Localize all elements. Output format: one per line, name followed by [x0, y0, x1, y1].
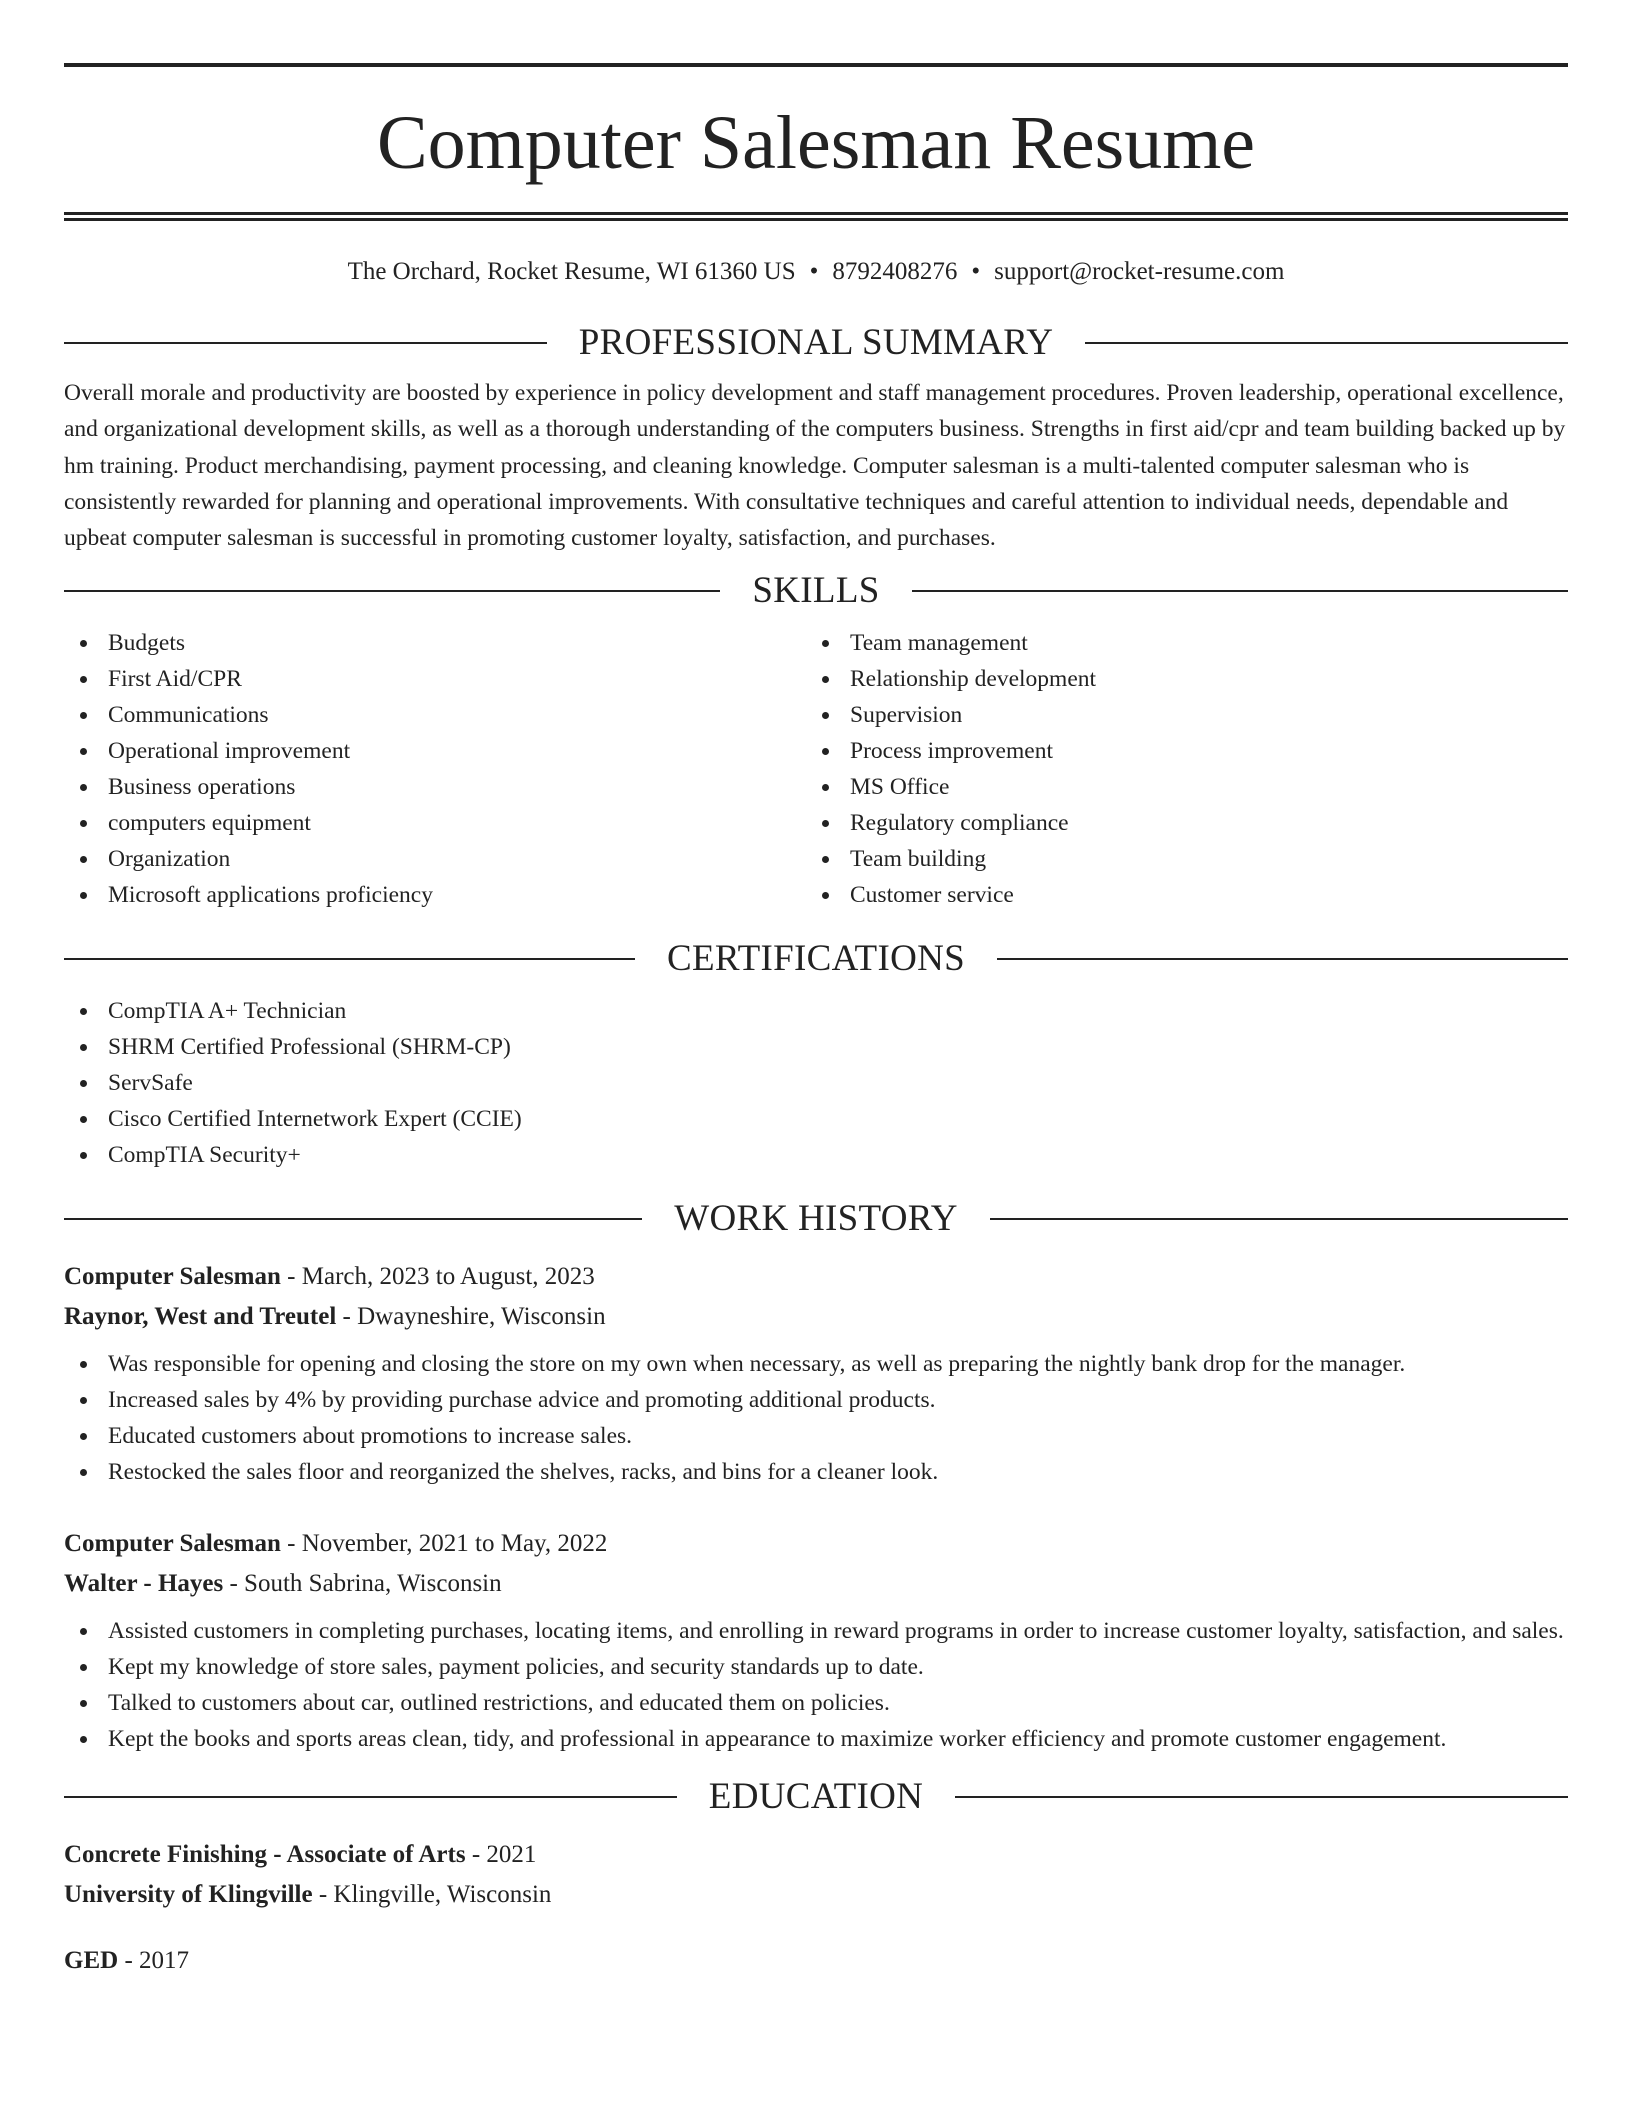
job-location: - Dwayneshire, Wisconsin: [336, 1303, 606, 1331]
skill-item: Customer service: [806, 877, 1548, 913]
section-header-skills: [64, 569, 1568, 613]
education-school-line: [64, 1875, 1568, 1915]
job-entry: [64, 1524, 1568, 1757]
skill-item: Business operations: [64, 769, 806, 805]
skill-item: First Aid/CPR: [64, 661, 806, 697]
job-duty: Increased sales by 4% by providing purchase advice and promoting additional products.: [64, 1382, 1568, 1418]
header-rule: [1085, 342, 1568, 344]
section-title: WORK HISTORY: [674, 1198, 958, 1240]
section-header-work-history: [64, 1197, 1568, 1241]
education-degree-line: [64, 1941, 1568, 1981]
section-header-certifications: [64, 937, 1568, 981]
skills-columns: [64, 625, 1568, 913]
certifications-list: [64, 993, 1568, 1173]
certification-item: Cisco Certified Internetwork Expert (CCIE): [64, 1101, 1568, 1137]
certification-item: ServSafe: [64, 1065, 1568, 1101]
skill-item: Team building: [806, 841, 1548, 877]
job-title: Computer Salesman: [64, 1530, 281, 1558]
skill-item: Organization: [64, 841, 806, 877]
header-rule: [64, 590, 720, 592]
education-entry: [64, 1835, 1568, 1915]
skill-item: Regulatory compliance: [806, 805, 1548, 841]
section-header-education: [64, 1775, 1568, 1819]
summary-text: Overall morale and productivity are boosted by experience in policy development and staff management procedures. Proven leadership, operational excellence, and organizational development skills, as well as a thorough understanding of the computers business. Strengths in first aid/cpr and team building backed up by hm training. Product merchandising, payment processing, and cleaning knowledge. Computer salesman is a multi-talented computer salesman who is consistently rewarded for planning and operational improvements. With consultative techniques and careful attention to individual needs, dependable and upbeat computer salesman is successful in promoting customer loyalty, satisfaction, and purchases.: [64, 380, 1566, 552]
section-header-summary: [64, 321, 1568, 365]
job-company-line: [64, 1564, 1568, 1604]
certification-item: CompTIA A+ Technician: [64, 993, 1568, 1029]
education-degree-line: [64, 1835, 1568, 1875]
skill-item: Process improvement: [806, 733, 1548, 769]
section-title: PROFESSIONAL SUMMARY: [578, 322, 1054, 363]
header-rule: [997, 958, 1568, 960]
education-school: University of Klingville: [64, 1881, 313, 1909]
job-duty: Kept my knowledge of store sales, payment policies, and security standards up to date.: [64, 1649, 1568, 1685]
education-year: - 2017: [118, 1947, 190, 1975]
job-dates: - November, 2021 to May, 2022: [280, 1530, 608, 1558]
contact-line: [64, 257, 1568, 287]
section-title: CERTIFICATIONS: [667, 938, 965, 980]
job-title-line: [64, 1257, 1568, 1297]
job-duty: Was responsible for opening and closing the store on my own when necessary, as well as preparing the nightly bank drop for the manager.: [64, 1346, 1568, 1382]
contact-email[interactable]: support@rocket-resume.com: [994, 258, 1285, 285]
resume-page: [64, 0, 1568, 1981]
contact-address: The Orchard, Rocket Resume, WI 61360 US: [347, 258, 796, 285]
job-entry: [64, 1257, 1568, 1490]
skill-item: Team management: [806, 625, 1548, 661]
header-rule: [990, 1218, 1568, 1220]
section-title: SKILLS: [752, 570, 880, 612]
certification-item: SHRM Certified Professional (SHRM-CP): [64, 1029, 1568, 1065]
skill-item: Operational improvement: [64, 733, 806, 769]
contact-phone: 8792408276: [832, 258, 958, 285]
education-entry: [64, 1941, 1568, 1981]
header-rule: [912, 590, 1568, 592]
job-title-line: [64, 1524, 1568, 1564]
top-rule: [64, 63, 1568, 67]
header-rule: [64, 1218, 642, 1220]
skills-list-left: [64, 625, 806, 913]
skills-list-right: [806, 625, 1548, 913]
contact-separator: •: [809, 258, 819, 285]
job-duties-list: [64, 1613, 1568, 1757]
header-rule: [64, 342, 547, 344]
skill-item: Budgets: [64, 625, 806, 661]
education-degree: GED: [64, 1947, 119, 1975]
job-duties-list: [64, 1346, 1568, 1490]
skill-item: Communications: [64, 697, 806, 733]
header-rule: [64, 1796, 677, 1798]
job-duty: Talked to customers about car, outlined restrictions, and educated them on policies.: [64, 1685, 1568, 1721]
skill-item: Relationship development: [806, 661, 1548, 697]
job-company: Walter - Hayes: [64, 1570, 224, 1598]
job-duty: Assisted customers in completing purchases, locating items, and enrolling in reward programs in order to increase customer loyalty, satisfaction, and sales.: [64, 1613, 1568, 1649]
skill-item: computers equipment: [64, 805, 806, 841]
title-double-rule: [64, 212, 1568, 221]
resume-title: Computer Salesman Resume: [376, 101, 1256, 185]
education-location: - Klingville, Wisconsin: [312, 1881, 552, 1909]
contact-separator: •: [971, 258, 981, 285]
skill-item: Microsoft applications proficiency: [64, 877, 806, 913]
certification-item: CompTIA Security+: [64, 1137, 1568, 1173]
section-title: EDUCATION: [708, 1776, 924, 1818]
job-duty: Kept the books and sports areas clean, tidy, and professional in appearance to maximize worker efficiency and promote customer engagement.: [64, 1721, 1568, 1757]
job-title: Computer Salesman: [64, 1263, 281, 1291]
header-rule: [955, 1796, 1568, 1798]
job-company-line: [64, 1297, 1568, 1337]
job-company: Raynor, West and Treutel: [64, 1303, 337, 1331]
skill-item: MS Office: [806, 769, 1548, 805]
job-location: - South Sabrina, Wisconsin: [223, 1570, 502, 1598]
education-year: - 2021: [465, 1841, 537, 1869]
education-degree: Concrete Finishing - Associate of Arts: [64, 1841, 466, 1869]
job-dates: - March, 2023 to August, 2023: [280, 1263, 595, 1291]
header-rule: [64, 958, 635, 960]
skill-item: Supervision: [806, 697, 1548, 733]
job-duty: Educated customers about promotions to increase sales.: [64, 1418, 1568, 1454]
job-duty: Restocked the sales floor and reorganized the shelves, racks, and bins for a cleaner look.: [64, 1454, 1568, 1490]
